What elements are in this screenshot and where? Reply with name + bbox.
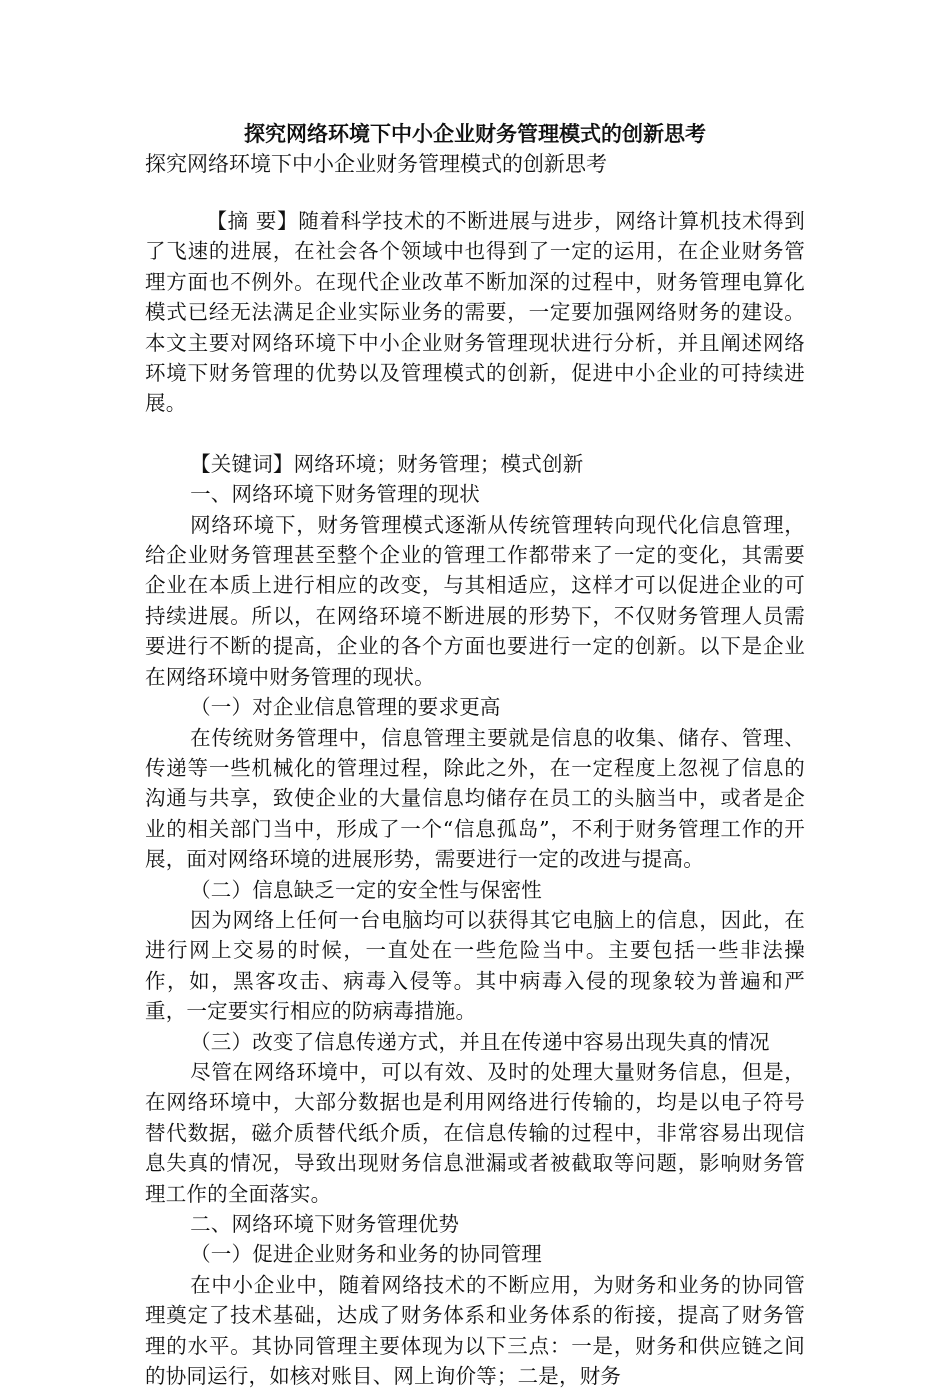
body-paragraph: 尽管在网络环境中，可以有效、及时的处理大量财务信息，但是，在网络环境中，大部分数据也是利用网络进行传输的，均是以电子符号替代数据，磁介质替代纸介质，在信息传输的过程中，非常容易出现信息失真的情况，导致出现财务信息泄漏或者被截取等问题，影响财务管理工作的全面落实。 [145, 1059, 805, 1206]
abstract-paragraph: 【摘 要】随着科学技术的不断进展与进步，网络计算机技术得到了飞速的进展，在社会各个领域中也得到了一定的运用，在企业财务管理方面也不例外。在现代企业改革不断加深的过程中，财务管理电算化模式已经无法满足企业实际业务的需要，一定要加强网络财务的建设。本文主要对网络环境下中小企业财务管理现状进行分析，并且阐述网络环境下财务管理的优势以及管理模式的创新，促进中小企业的可持续进展。 [145, 209, 805, 416]
subsection-heading-1-3: （三）改变了信息传递方式，并且在传递中容易出现失真的情况 [190, 1029, 770, 1054]
body-paragraph: 网络环境下，财务管理模式逐渐从传统管理转向现代化信息管理，给企业财务管理甚至整个企业的管理工作都带来了一定的变化，其需要企业在本质上进行相应的改变，与其相适应，这样才可以促进企业的可持续进展。所以，在网络环境不断进展的形势下，不仅财务管理人员需要进行不断的提高，企业的各个方面也要进行一定的创新。以下是企业在网络环境中财务管理的现状。 [145, 512, 805, 689]
subsection-heading-1-1: （一）对企业信息管理的要求更高 [190, 695, 501, 720]
body-paragraph: 在中小企业中，随着网络技术的不断应用，为财务和业务的协同管理奠定了技术基础，达成了财务体系和业务体系的衔接，提高了财务管理的水平。其协同管理主要体现为以下三点：一是，财务和供应链之间的协同运行，如核对账目、网上询价等；二是，财务 [145, 1272, 805, 1389]
document-page [145, 118, 805, 1391]
section-heading-2: 二、网络环境下财务管理优势 [190, 1212, 460, 1236]
subsection-heading-1-2: （二）信息缺乏一定的安全性与保密性 [190, 877, 542, 902]
keywords-paragraph: 【关键词】网络环境；财务管理；模式创新 [190, 451, 584, 476]
document-subtitle: 探究网络环境下中小企业财务管理模式的创新思考 [145, 152, 607, 176]
section-heading-1: 一、网络环境下财务管理的现状 [190, 482, 480, 507]
body-paragraph: 在传统财务管理中，信息管理主要就是信息的收集、储存、管理、传递等一些机械化的管理过程，除此之外，在一定程度上忽视了信息的沟通与共享，致使企业的大量信息均储存在员工的头脑当中，或者是企业的相关部门当中，形成了一个“信息孤岛”，不利于财务管理工作的开展，面对网络环境的进展形势，需要进行一定的改进与提高。 [145, 725, 805, 872]
subsection-heading-2-1: （一）促进企业财务和业务的协同管理 [190, 1242, 542, 1267]
document-title: 探究网络环境下中小企业财务管理模式的创新思考 [244, 121, 706, 146]
body-paragraph: 因为网络上任何一台电脑均可以获得其它电脑上的信息，因此，在进行网上交易的时候，一直处在一些危险当中。主要包括一些非法操作，如，黑客攻击、病毒入侵等。其中病毒入侵的现象较为普遍和严重，一定要实行相应的防病毒措施。 [145, 907, 805, 1024]
